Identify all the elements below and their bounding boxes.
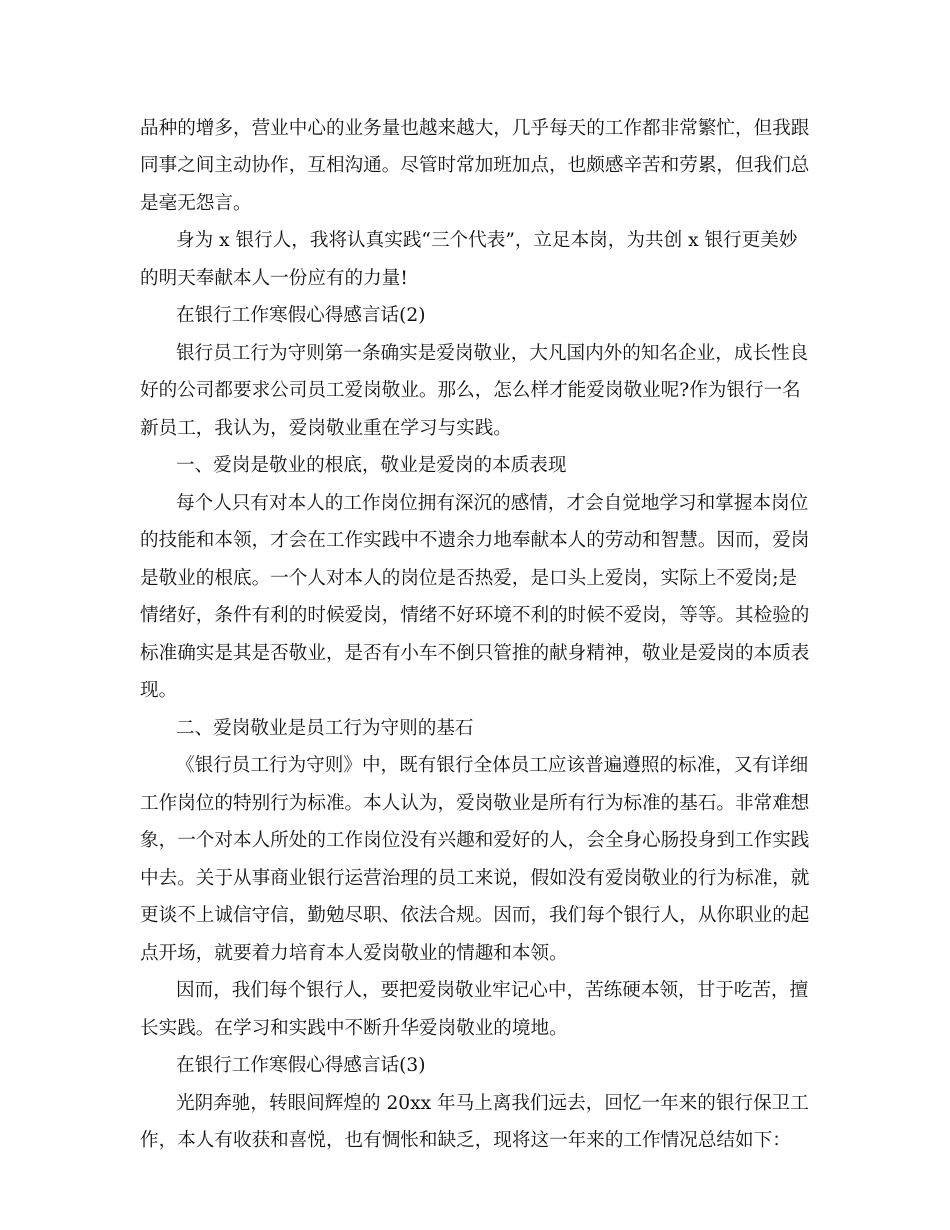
text-line: 是敬业的根底。一个人对本人的岗位是否热爱，是口头上爱岗，实际上不爱岗;是 xyxy=(140,568,798,589)
text-line: 好的公司都要求公司员工爱岗敬业。那么，怎么样才能爱岗敬业呢?作为银行一名 xyxy=(140,380,801,401)
subsection-heading: 一、爱岗是敬业的根底，敬业是爱岗的本质表现 xyxy=(176,455,567,476)
text-line: 身为 x 银行人，我将认真实践“三个代表”，立足本岗，为共创 x 银行更美妙 xyxy=(176,230,798,251)
text-line: 象，一个对本人所处的工作岗位没有兴趣和爱好的人，会全身心肠投身到工作实践 xyxy=(140,830,810,851)
subsection-heading: 二、爱岗敬业是员工行为守则的基石 xyxy=(176,718,474,739)
text-line: 情绪好，条件有利的时候爱岗，情绪不好环境不利的时候不爱岗，等等。其检验的 xyxy=(140,605,810,626)
text-line: 同事之间主动协作，互相沟通。尽管时常加班加点，也颇感辛苦和劳累，但我们总 xyxy=(140,155,810,176)
section-heading: 在银行工作寒假心得感言话(2) xyxy=(176,305,426,326)
text-line: 长实践。在学习和实践中不断升华爱岗敬业的境地。 xyxy=(140,1018,568,1039)
text-line: 是毫无怨言。 xyxy=(140,193,252,214)
text-line: 中去。关于从事商业银行运营治理的员工来说，假如没有爱岗敬业的行为标准，就 xyxy=(140,868,810,889)
text-line: 的明天奉献本人一份应有的力量! xyxy=(140,268,408,289)
text-line: 点开场，就要着力培育本人爱岗敬业的情趣和本领。 xyxy=(140,943,568,964)
text-line: 工作岗位的特别行为标准。本人认为，爱岗敬业是所有行为标准的基石。非常难想 xyxy=(140,793,810,814)
text-line: 品种的增多，营业中心的业务量也越来越大，几乎每天的工作都非常繁忙，但我跟 xyxy=(140,118,810,139)
text-line: 因而，我们每个银行人，要把爱岗敬业牢记心中，苦练硬本领，甘于吃苦，擅 xyxy=(176,980,809,1001)
text-line: 光阴奔驰，转眼间辉煌的 20xx 年马上离我们远去，回忆一年来的银行保卫工 xyxy=(176,1093,809,1114)
text-line: 银行员工行为守则第一条确实是爱岗敬业，大凡国内外的知名企业，成长性良 xyxy=(176,343,809,364)
text-line: 标准确实是其是否敬业，是否有小车不倒只管推的献身精神，敬业是爱岗的本质表 xyxy=(140,643,810,664)
text-line: 现。 xyxy=(140,680,178,701)
section-heading: 在银行工作寒假心得感言话(3) xyxy=(176,1055,426,1076)
text-line: 的技能和本领，才会在工作实践中不遗余力地奉献本人的劳动和智慧。因而，爱岗 xyxy=(140,530,810,551)
text-line: 更谈不上诚信守信，勤勉尽职、依法合规。因而，我们每个银行人，从你职业的起 xyxy=(140,905,810,926)
text-line: 新员工，我认为，爱岗敬业重在学习与实践。 xyxy=(140,418,512,439)
text-line: 每个人只有对本人的工作岗位拥有深沉的感情，才会自觉地学习和掌握本岗位 xyxy=(176,493,809,514)
text-line: 《银行员工行为守则》中，既有银行全体员工应该普遍遵照的标准，又有详细 xyxy=(176,755,809,776)
text-line: 作，本人有收获和喜悦，也有惆怅和缺乏，现将这一年来的工作情况总结如下： xyxy=(140,1130,791,1151)
